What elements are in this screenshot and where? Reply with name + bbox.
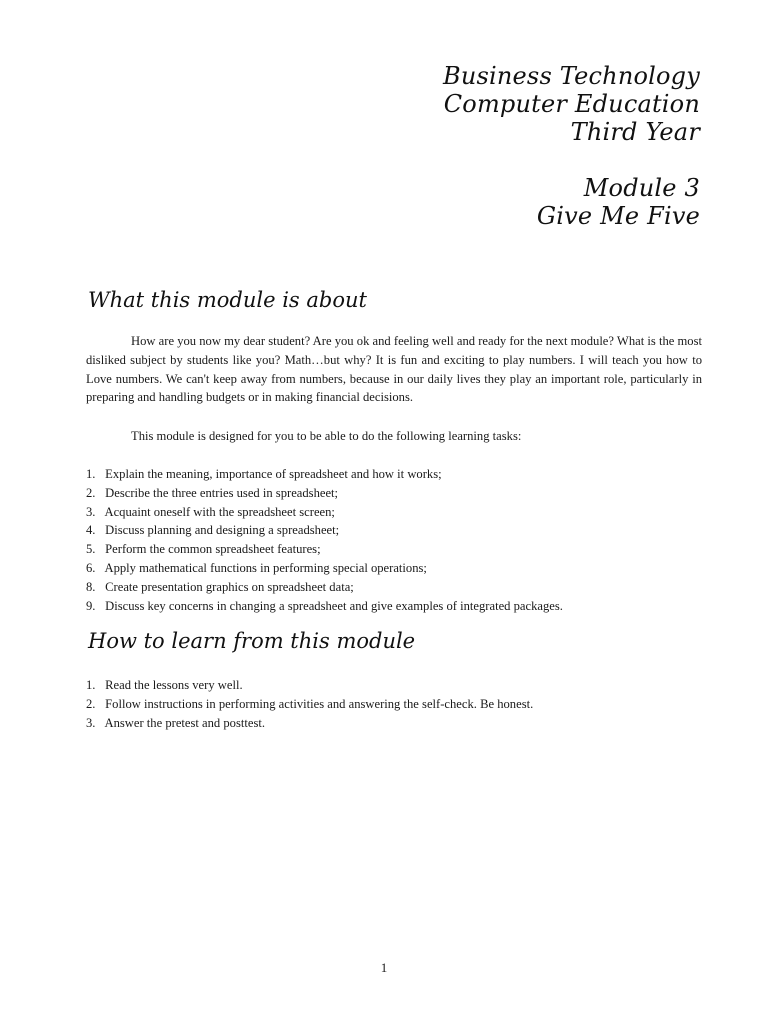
list-item: 1. Read the lessons very well. <box>86 678 243 692</box>
how-to-learn-list <box>86 676 702 732</box>
list-item: 1. Explain the meaning, importance of spreadsheet and how it works; <box>86 467 442 481</box>
course-title: Business Technology <box>442 62 700 90</box>
list-item: 3. Answer the pretest and posttest. <box>86 715 266 730</box>
tasks-intro-block <box>86 427 702 446</box>
list-item: 6. Apply mathematical functions in performing special operations; <box>86 560 427 575</box>
module-number: Module 3 <box>583 174 700 202</box>
module-name: Give Me Five <box>536 202 700 230</box>
list-item: 2. Follow instructions in performing activities and answering the self-check. Be honest. <box>86 696 534 711</box>
heading-what-this-module-is-about: What this module is about <box>88 288 367 312</box>
module-title-block <box>443 62 700 230</box>
list-item: 5. Perform the common spreadsheet features; <box>86 542 321 557</box>
course-year: Third Year <box>570 118 700 146</box>
course-subtitle: Computer Education <box>443 90 700 118</box>
tasks-intro-paragraph: This module is designed for you to be able to do the following learning tasks: <box>131 429 522 443</box>
intro-paragraph-block <box>86 332 702 407</box>
list-item: 4. Discuss planning and designing a spreadsheet; <box>86 523 340 538</box>
learning-objectives-list <box>86 465 702 615</box>
list-item: 9. Discuss key concerns in changing a spreadsheet and give examples of integrated packages. <box>86 598 563 613</box>
heading-how-to-learn: How to learn from this module <box>88 629 416 653</box>
list-item: 8. Create presentation graphics on spreadsheet data; <box>86 579 354 594</box>
list-item: 3. Acquaint oneself with the spreadsheet screen; <box>86 504 335 519</box>
page-number: 1 <box>380 960 388 975</box>
intro-paragraph: How are you now my dear student? Are you ok and feeling well and ready for the next module? What is the most disliked subject by students like you? Math…but why? It is fun and exciting to play numbers. I will teach you how to Love numbers. We can't keep away from numbers, because in our daily lives they play an important role, particularly in preparing and handling budgets or in making financial decisions. <box>86 334 702 405</box>
list-item: 2. Describe the three entries used in spreadsheet; <box>86 485 339 500</box>
